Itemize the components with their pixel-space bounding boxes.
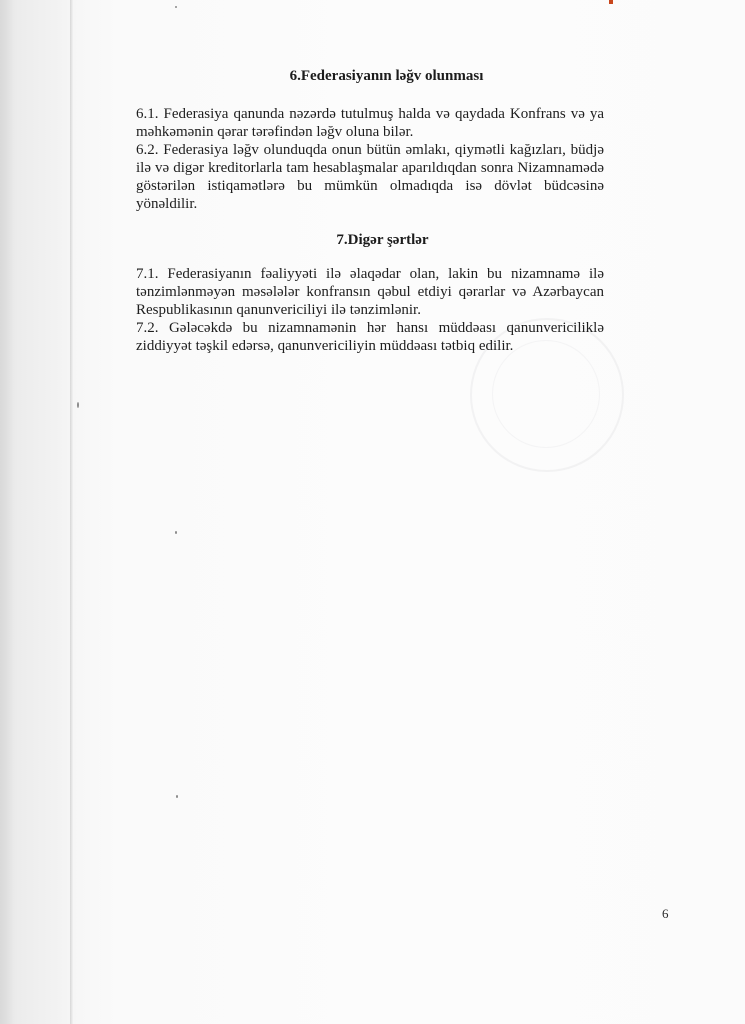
page-fold-line xyxy=(70,0,73,1024)
scan-speck xyxy=(176,795,178,798)
scan-mark xyxy=(609,0,613,4)
paragraph-6-1: 6.1. Federasiya qanunda nəzərdə tutulmuş halda və qaydada Konfrans və ya məhkəmənin qərar tərəfindən ləğv oluna bilər. xyxy=(136,106,604,140)
section-6-heading: 6.Federasiyanın ləğv olunması xyxy=(289,68,484,84)
scan-speck xyxy=(175,531,177,534)
paragraph-6-2: 6.2. Federasiya ləğv olunduqda onun bütün əmlakı, qiymətli kağızları, büdjə ilə və digər kreditorlarla tam hesablaşmalar aparıldıqdan sonra Nizamnamədə göstərilən istiqamətlərə bu mümkün olmadıqda isə dövlət büdcəsinə yönəldilir. xyxy=(136,142,604,212)
scan-left-edge xyxy=(0,0,14,1024)
faded-seal-inner xyxy=(492,340,600,448)
section-7-heading: 7.Digər şərtlər xyxy=(336,232,429,248)
page-number: 6 xyxy=(662,906,669,921)
paragraph-7-2: 7.2. Gələcəkdə bu nizamnamənin hər hansı müddəası qanunvericiliklə ziddiyyət təşkil edərsə, qanunvericiliyin müddəası tətbiq edilir. xyxy=(136,320,604,354)
scan-speck xyxy=(175,6,177,8)
scan-speck xyxy=(77,402,79,408)
paragraph-7-1: 7.1. Federasiyanın fəaliyyəti ilə əlaqədar olan, lakin bu nizamnamə ilə tənzimlənməyən məsələlər konfransın qəbul etdiyi qərarlar və Azərbaycan Respublikasının qanunvericiliyi ilə tənzimlənir. xyxy=(136,266,604,318)
